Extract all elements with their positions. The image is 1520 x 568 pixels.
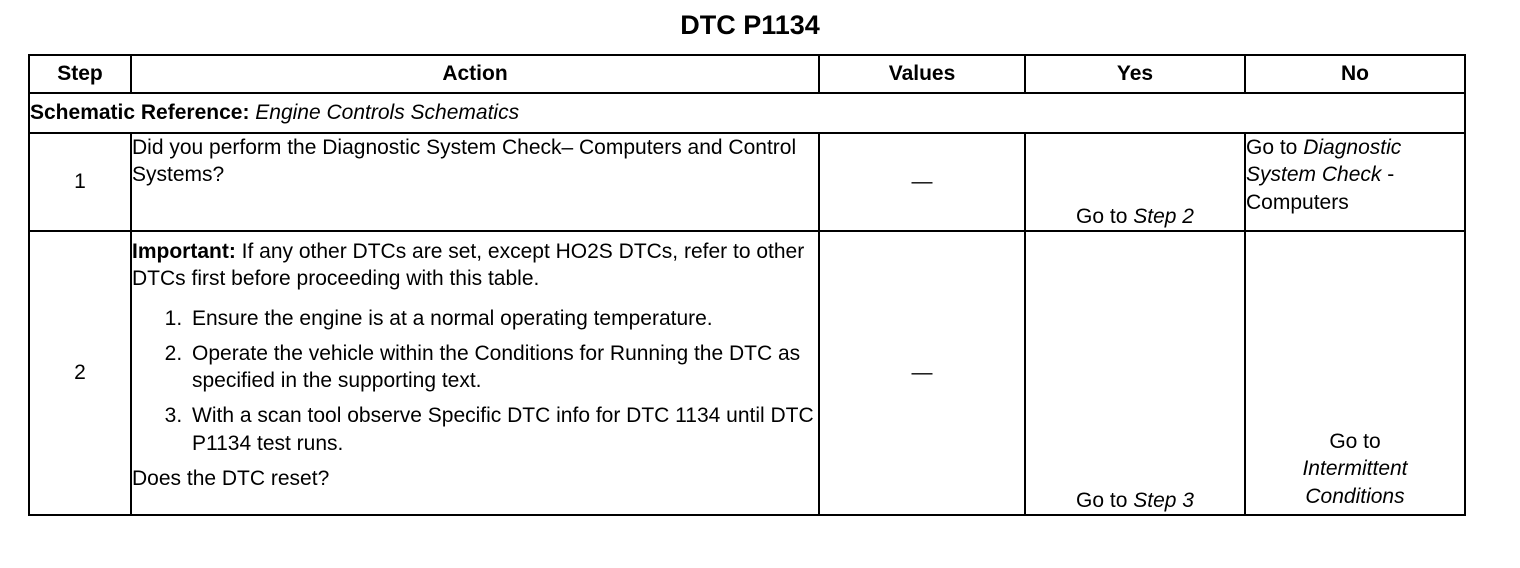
no-link[interactable]: Diagnostic System Check	[1246, 136, 1402, 187]
no-suffix: - Computers	[1246, 163, 1395, 214]
no-cell	[1245, 231, 1465, 515]
important-text: If any other DTCs are set, except HO2S DTCs, refer to other DTCs first before proceeding with this table.	[132, 240, 805, 291]
no-link[interactable]: Intermittent Conditions	[1302, 457, 1408, 508]
table-row	[29, 231, 1465, 515]
yes-cell	[1025, 133, 1245, 231]
header-row	[29, 55, 1465, 93]
header-step: Step	[29, 55, 131, 93]
important-note	[132, 238, 818, 293]
yes-prefix: Go to	[1076, 204, 1134, 228]
header-values: Values	[819, 55, 1025, 93]
yes-prefix: Go to	[1076, 488, 1134, 512]
question-text: Does the DTC reset?	[132, 467, 330, 491]
schematic-link[interactable]: Engine Controls Schematics	[255, 101, 520, 125]
no-cell	[1245, 133, 1465, 231]
no-prefix: Go to	[1329, 430, 1381, 454]
schematic-reference	[29, 93, 1465, 133]
header-yes: Yes	[1025, 55, 1245, 93]
action-text: Did you perform the Diagnostic System Check– Computers and Control Systems?	[131, 133, 819, 231]
page-title: DTC P1134	[680, 10, 820, 40]
values-cell: —	[819, 133, 1025, 231]
list-item: 2. Operate the vehicle within the Conditions for Running the DTC as specified in the supporting text.	[188, 340, 818, 395]
important-label: Important:	[132, 240, 236, 263]
step-number: 2	[29, 231, 131, 515]
yes-link[interactable]: Step 2	[1133, 204, 1194, 228]
table-row	[29, 133, 1465, 231]
procedure-list	[132, 305, 818, 457]
action-text	[131, 231, 819, 515]
step-number: 1	[29, 133, 131, 231]
yes-cell	[1025, 231, 1245, 515]
schematic-row	[29, 93, 1465, 133]
dtc-table	[28, 54, 1466, 516]
values-cell: —	[819, 231, 1025, 515]
yes-link[interactable]: Step 3	[1133, 488, 1194, 512]
schematic-label: Schematic Reference:	[30, 101, 250, 125]
list-item: 3. With a scan tool observe Specific DTC info for DTC 1134 until DTC P1134 test runs.	[188, 402, 818, 457]
header-no: No	[1245, 55, 1465, 93]
no-prefix: Go to	[1246, 136, 1304, 159]
list-item: 1. Ensure the engine is at a normal operating temperature.	[188, 305, 818, 332]
header-action: Action	[131, 55, 819, 93]
